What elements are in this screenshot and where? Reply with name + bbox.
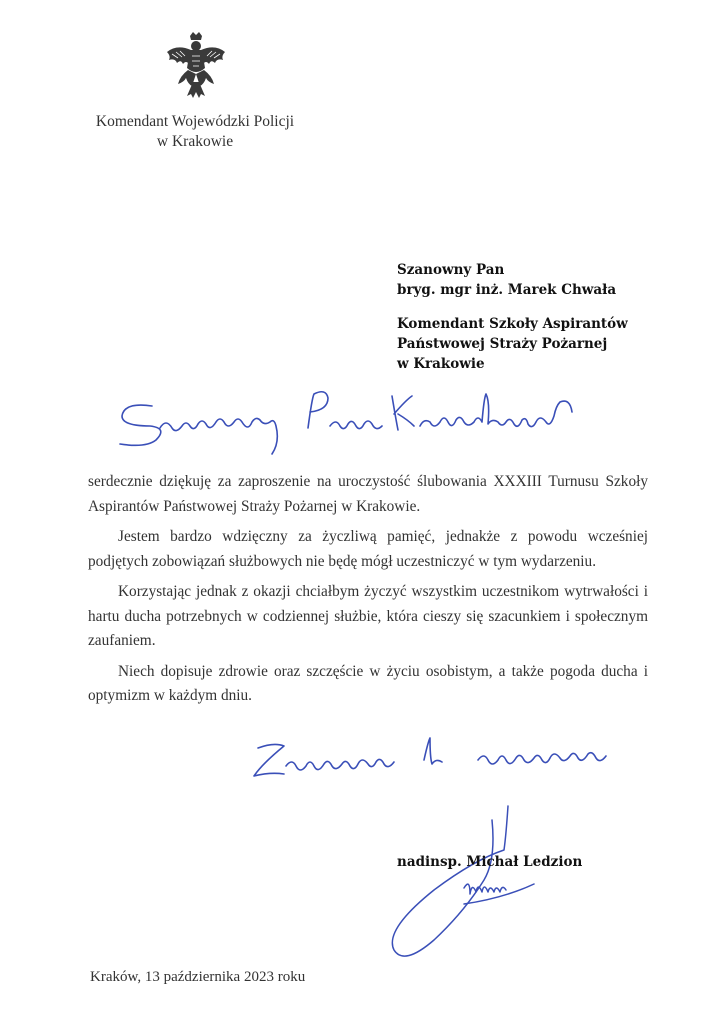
- polish-eagle-emblem-icon: [164, 30, 228, 100]
- addressee-name: bryg. mgr inż. Marek Chwała: [397, 282, 617, 298]
- sender-city: w Krakowie: [156, 133, 234, 150]
- addressee-block: [397, 260, 628, 374]
- body-paragraph-3: Korzystając jednak z okazji chciałbym życzyć wszystkim uczestnikom wytrwałości i hartu ducha potrzebnych w codziennej służbie, która cieszy się szacunkiem i społecznym zaufaniem.: [88, 583, 648, 649]
- handwritten-closing: [228, 730, 648, 790]
- body-paragraph-4: Niech dopisuje zdrowie oraz szczęście w życiu osobistym, a także pogoda ducha i optymizm w każdym dniu.: [88, 662, 648, 704]
- handwritten-signature-icon: [368, 800, 568, 970]
- handwritten-salutation: [112, 384, 652, 464]
- signer-name: nadinsp. Michał Ledzion: [397, 854, 583, 870]
- addressee-salutation: Szanowny Pan: [397, 262, 505, 278]
- addressee-institution: Państwowej Straży Pożarnej: [397, 336, 608, 352]
- addressee-city: w Krakowie: [397, 356, 485, 372]
- letter-body: [88, 470, 648, 715]
- sender-title: Komendant Wojewódzki Policji: [95, 113, 295, 130]
- addressee-position: Komendant Szkoły Aspirantów: [397, 316, 628, 332]
- place-and-date: Kraków, 13 października 2023 roku: [90, 969, 306, 985]
- sender-block: [60, 112, 330, 152]
- body-paragraph-1: serdecznie dziękuję za zaproszenie na uroczystość ślubowania XXXIII Turnusu Szkoły Aspirantów Państwowej Straży Pożarnej w Krakowie.: [88, 473, 648, 515]
- body-paragraph-2: Jestem bardzo wdzięczny za życzliwą pamięć, jednakże z powodu wcześniej podjętych zobowiązań służbowych nie będę mógł uczestniczyć w tym wydarzeniu.: [88, 528, 648, 570]
